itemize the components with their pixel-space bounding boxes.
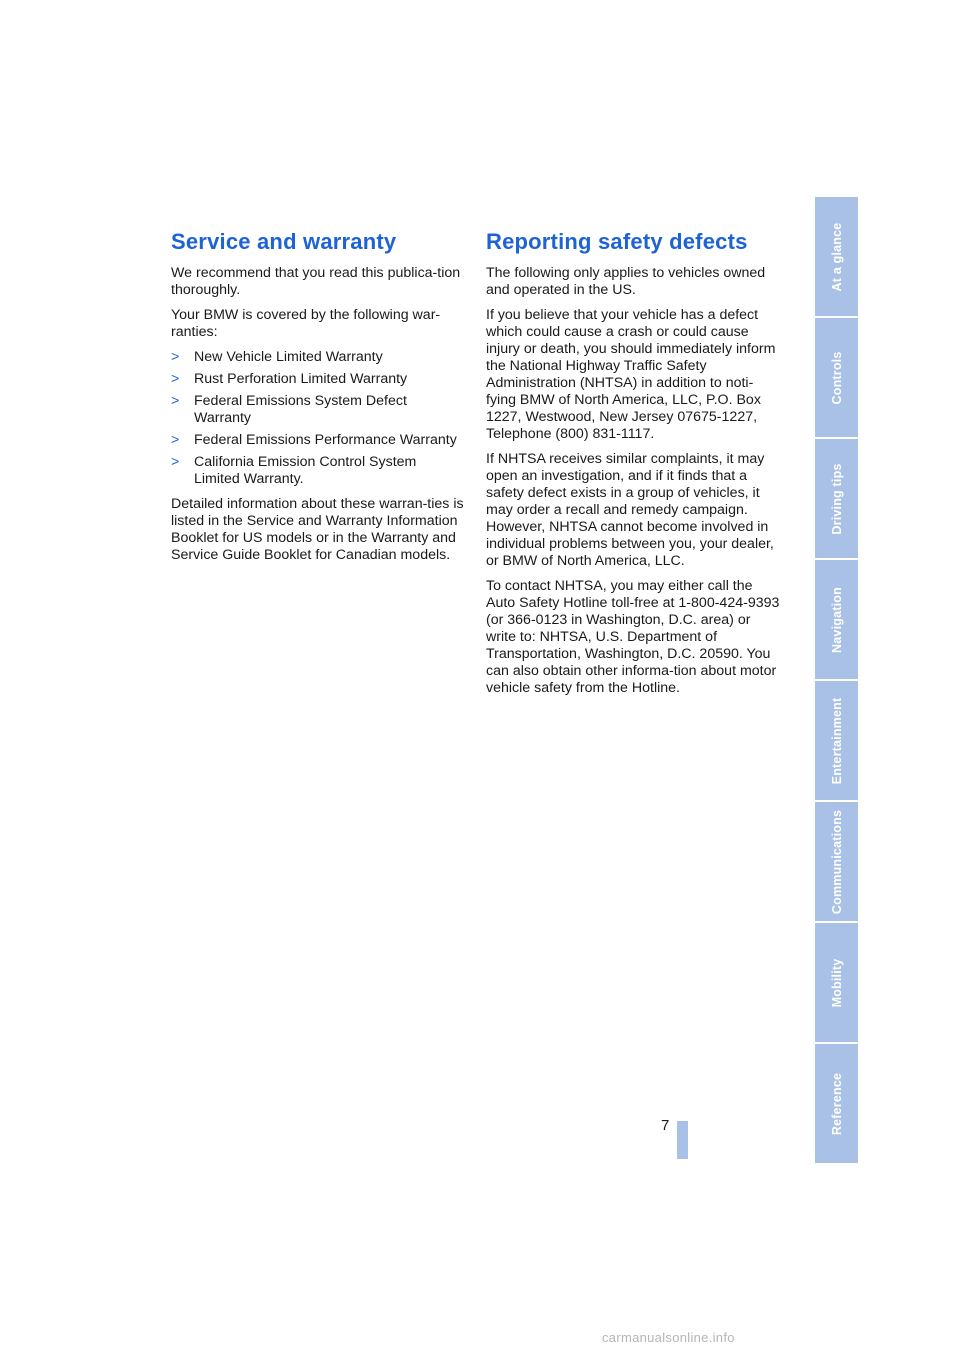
service-warranty-heading: Service and warranty [171,229,397,254]
applicability-paragraph: The following only applies to vehicles owned and operated in the US. [486,265,766,298]
list-item [171,432,466,449]
tab-navigation[interactable] [815,560,858,679]
list-item-text: Rust Perforation Limited Warranty [194,371,408,387]
page-marker [677,1121,688,1159]
tab-entertainment[interactable] [815,681,858,800]
list-item-text: Federal Emissions System Defect Warranty [194,393,407,426]
tab-driving-tips[interactable] [815,439,858,558]
tab-label: Mobility [829,958,844,1007]
bullet-marker: > [171,371,180,387]
list-item-text: New Vehicle Limited Warranty [194,349,383,365]
service-warranty-section [171,228,466,572]
tab-label: Reference [829,1072,844,1135]
list-item [171,454,466,488]
list-item-text: California Emission Control System Limited Warranty. [194,454,417,487]
page-number: 7 [661,1117,670,1134]
list-item [171,393,466,427]
bullet-marker: > [171,393,180,409]
tab-label: Communications [829,809,844,914]
tab-label: Driving tips [829,462,844,535]
chapter-tabs [815,197,858,1163]
tab-label: At a glance [829,222,844,291]
investigation-paragraph: If NHTSA receives similar complaints, it may open an investigation, and if it finds that a safety defect exists in a group of vehicles, it may order a recall and remedy campaign. However, NHTSA cannot become involved in individual problems between you, your dealer, or BMW of North America, LLC. [486,451,774,569]
report-paragraph: If you believe that your vehicle has a defect which could cause a crash or could cause injury or death, you should immediately inform the National Highway Traffic Safety Administration (NHTSA) in addition to noti-fying BMW of North America, LLC, P.O. Box 1227, Westwood, New Jersey 07675-1227, Telephone (800) 831-1117. [486,307,776,442]
list-item [171,371,466,388]
tab-communications[interactable] [815,802,858,921]
tab-at-a-glance[interactable] [815,197,858,316]
warranty-list [171,349,466,488]
watermark: carmanualsonline.info [602,1330,735,1345]
tab-label: Entertainment [829,697,844,784]
list-item-text: Federal Emissions Performance Warranty [194,432,457,448]
details-paragraph: Detailed information about these warran-ties is listed in the Service and Warranty Information Booklet for US models or in the Warranty and Service Guide Booklet for Canadian models. [171,496,464,563]
intro-paragraph: We recommend that you read this publica-tion thoroughly. [171,265,461,298]
tab-label: Controls [829,351,844,404]
tab-mobility[interactable] [815,923,858,1042]
tab-controls[interactable] [815,318,858,437]
tab-label: Navigation [829,586,844,653]
bullet-marker: > [171,349,180,365]
bullet-marker: > [171,454,180,470]
contact-paragraph: To contact NHTSA, you may either call the Auto Safety Hotline toll-free at 1-800-424-9393 (or 366-0123 in Washington, D.C. area) or write to: NHTSA, U.S. Department of Transportation, Washington, D.C. 20590. You can also obtain other informa-tion about motor vehicle safety from the Hotline. [486,578,780,696]
bullet-marker: > [171,432,180,448]
safety-defects-section [486,228,781,705]
list-item [171,349,466,366]
safety-defects-heading: Reporting safety defects [486,229,748,254]
coverage-paragraph: Your BMW is covered by the following war-ranties: [171,307,441,340]
tab-reference[interactable] [815,1044,858,1163]
